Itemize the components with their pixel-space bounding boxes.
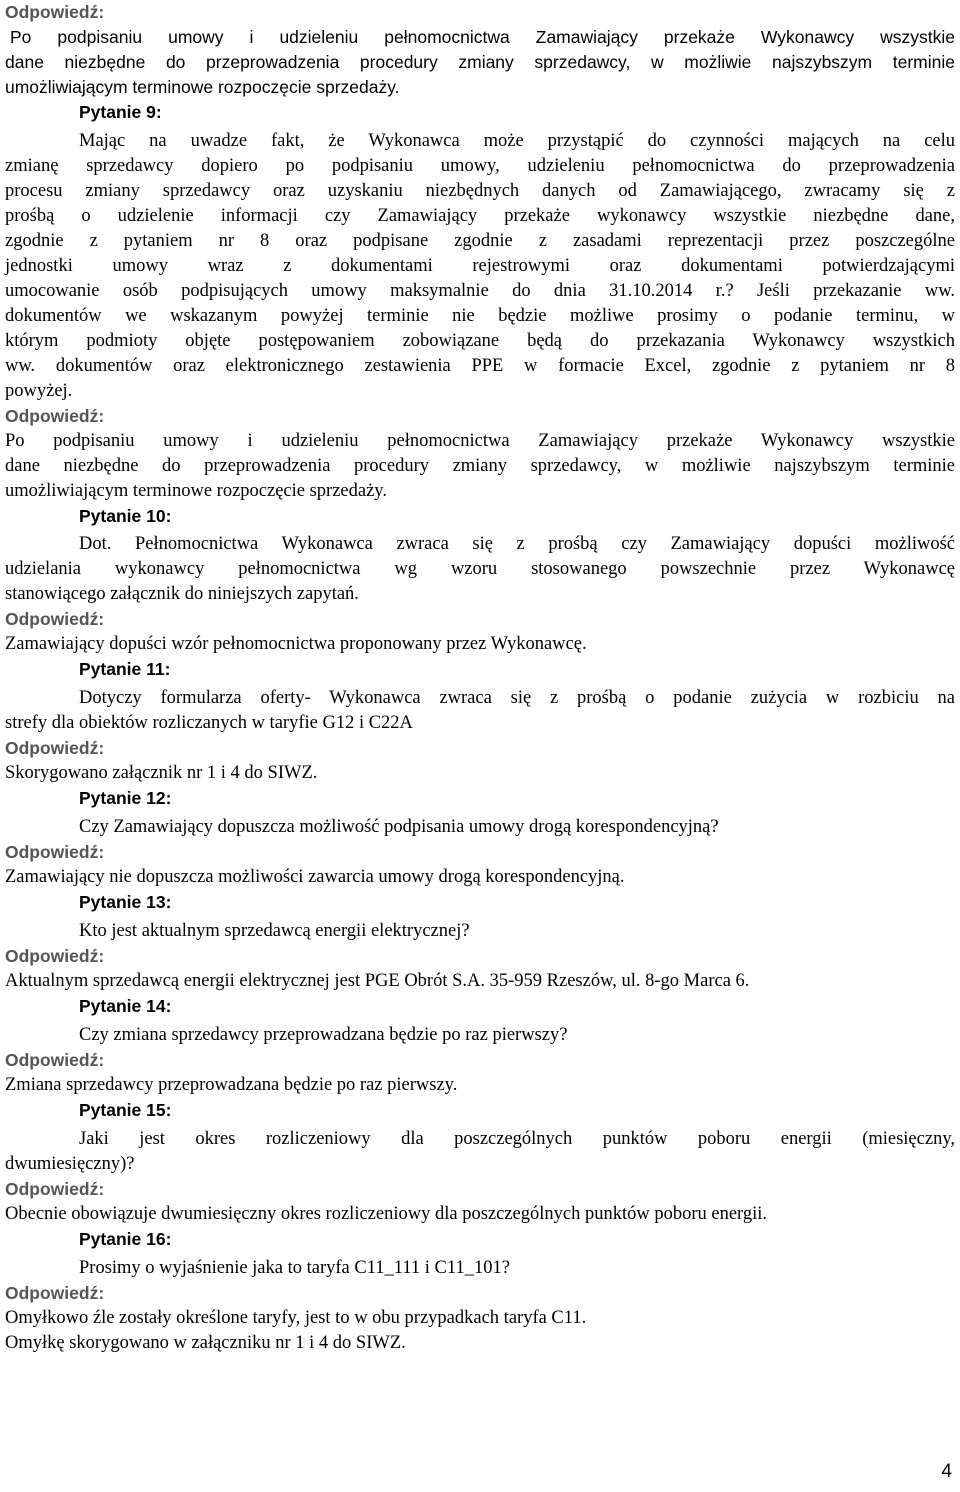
question-line: Mając na uwadze fakt, że Wykonawca może przystąpić do czynności mających na celu: [79, 131, 955, 151]
page-number: 4: [941, 1461, 952, 1482]
question-line: powyżej.: [5, 381, 73, 401]
answer-line: Po podpisaniu umowy i udzieleniu pełnomocnictwa Zamawiający przekaże Wykonawcy wszystkie: [5, 431, 955, 451]
answer-line: Aktualnym sprzedawcą energii elektrycznej jest PGE Obrót S.A. 35-959 Rzeszów, ul. 8-go Marca 6.: [5, 971, 750, 991]
question-10-label: Pytanie 10:: [79, 506, 172, 526]
answer-line: umożliwiającym terminowe rozpoczęcie sprzedaży.: [5, 481, 387, 501]
question-line: zmianę sprzedawcy dopiero po podpisaniu umowy, udzieleniu pełnomocnictwa do przeprowadzenia: [5, 156, 955, 176]
question-14-label: Pytanie 14:: [79, 996, 172, 1016]
answer-label: Odpowiedź:: [5, 1179, 105, 1199]
question-line: zgodnie z pytaniem nr 8 oraz podpisane zgodnie z zasadami reprezentacji przez poszczególne: [5, 231, 955, 251]
answer-label: Odpowiedź:: [5, 946, 105, 966]
question-line: procesu zmiany sprzedawcy oraz uzyskaniu niezbędnych danych od Zamawiającego, zwracamy się z: [5, 181, 955, 201]
answer-label: Odpowiedź:: [5, 2, 105, 22]
question-12-label: Pytanie 12:: [79, 788, 172, 808]
question-line: ww. dokumentów oraz elektronicznego zestawienia PPE w formacie Excel, zgodnie z pytaniem nr 8: [5, 356, 955, 376]
answer-line: Zamawiający nie dopuszcza możliwości zawarcia umowy drogą korespondencyjną.: [5, 867, 625, 887]
answer-line: dane niezbędne do przeprowadzenia procedury zmiany sprzedawcy, w możliwie najszybszym terminie: [5, 456, 955, 476]
question-line: Czy zmiana sprzedawcy przeprowadzana będzie po raz pierwszy?: [79, 1025, 568, 1045]
answer-line: Po podpisaniu umowy i udzieleniu pełnomocnictwa Zamawiający przekaże Wykonawcy wszystkie: [10, 27, 955, 47]
answer-line: Omyłkę skorygowano w załączniku nr 1 i 4 do SIWZ.: [5, 1333, 406, 1353]
question-11-label: Pytanie 11:: [79, 659, 171, 679]
question-line: strefy dla obiektów rozliczanych w taryfie G12 i C22A: [5, 713, 413, 733]
question-line: dokumentów we wskazanym powyżej terminie nie będzie możliwe prosimy o podanie terminu, w: [5, 306, 955, 326]
question-line: umocowanie osób podpisujących umowy maksymalnie do dnia 31.10.2014 r.? Jeśli przekazanie ww.: [5, 281, 955, 301]
question-line: Dotyczy formularza oferty- Wykonawca zwraca się z prośbą o podanie zużycia w rozbiciu na: [79, 688, 955, 708]
question-line: prośbą o udzielenie informacji czy Zamawiający przekaże wykonawcy wszystkie niezbędne dane,: [5, 206, 955, 226]
question-line: dwumiesięczny)?: [5, 1154, 135, 1174]
question-line: Dot. Pełnomocnictwa Wykonawca zwraca się z prośbą czy Zamawiający dopuści możliwość: [79, 534, 955, 554]
answer-line: Zamawiający dopuści wzór pełnomocnictwa proponowany przez Wykonawcę.: [5, 634, 587, 654]
answer-label: Odpowiedź:: [5, 1050, 105, 1070]
answer-line: Zmiana sprzedawcy przeprowadzana będzie po raz pierwszy.: [5, 1075, 458, 1095]
answer-line: dane niezbędne do przeprowadzenia procedury zmiany sprzedawcy, w możliwie najszybszym terminie: [5, 52, 955, 72]
answer-line: Skorygowano załącznik nr 1 i 4 do SIWZ.: [5, 763, 318, 783]
question-line: Czy Zamawiający dopuszcza możliwość podpisania umowy drogą korespondencyjną?: [79, 817, 719, 837]
answer-line: Omyłkowo źle zostały określone taryfy, jest to w obu przypadkach taryfa C11.: [5, 1308, 587, 1328]
question-line: Jaki jest okres rozliczeniowy dla poszczególnych punktów poboru energii (miesięczny,: [79, 1129, 955, 1149]
question-13-label: Pytanie 13:: [79, 892, 172, 912]
answer-label: Odpowiedź:: [5, 609, 105, 629]
question-9-label: Pytanie 9:: [79, 102, 162, 122]
answer-line: umożliwiającym terminowe rozpoczęcie sprzedaży.: [5, 77, 400, 97]
answer-line: Obecnie obowiązuje dwumiesięczny okres rozliczeniowy dla poszczególnych punktów poboru energii.: [5, 1204, 768, 1224]
answer-label: Odpowiedź:: [5, 738, 105, 758]
question-line: Prosimy o wyjaśnienie jaka to taryfa C11_111 i C11_101?: [79, 1258, 510, 1278]
question-16-label: Pytanie 16:: [79, 1229, 172, 1249]
question-line: Kto jest aktualnym sprzedawcą energii elektrycznej?: [79, 921, 470, 941]
answer-label: Odpowiedź:: [5, 406, 105, 426]
question-line: którym podmioty objęte postępowaniem zobowiązane będą do przekazania Wykonawcy wszystkich: [5, 331, 955, 351]
answer-label: Odpowiedź:: [5, 842, 105, 862]
question-line: udzielania wykonawcy pełnomocnictwa wg wzoru stosowanego powszechnie przez Wykonawcę: [5, 559, 955, 579]
answer-label: Odpowiedź:: [5, 1283, 105, 1303]
question-15-label: Pytanie 15:: [79, 1100, 172, 1120]
question-line: jednostki umowy wraz z dokumentami rejestrowymi oraz dokumentami potwierdzającymi: [5, 256, 955, 276]
question-line: stanowiącego załącznik do niniejszych zapytań.: [5, 584, 359, 604]
